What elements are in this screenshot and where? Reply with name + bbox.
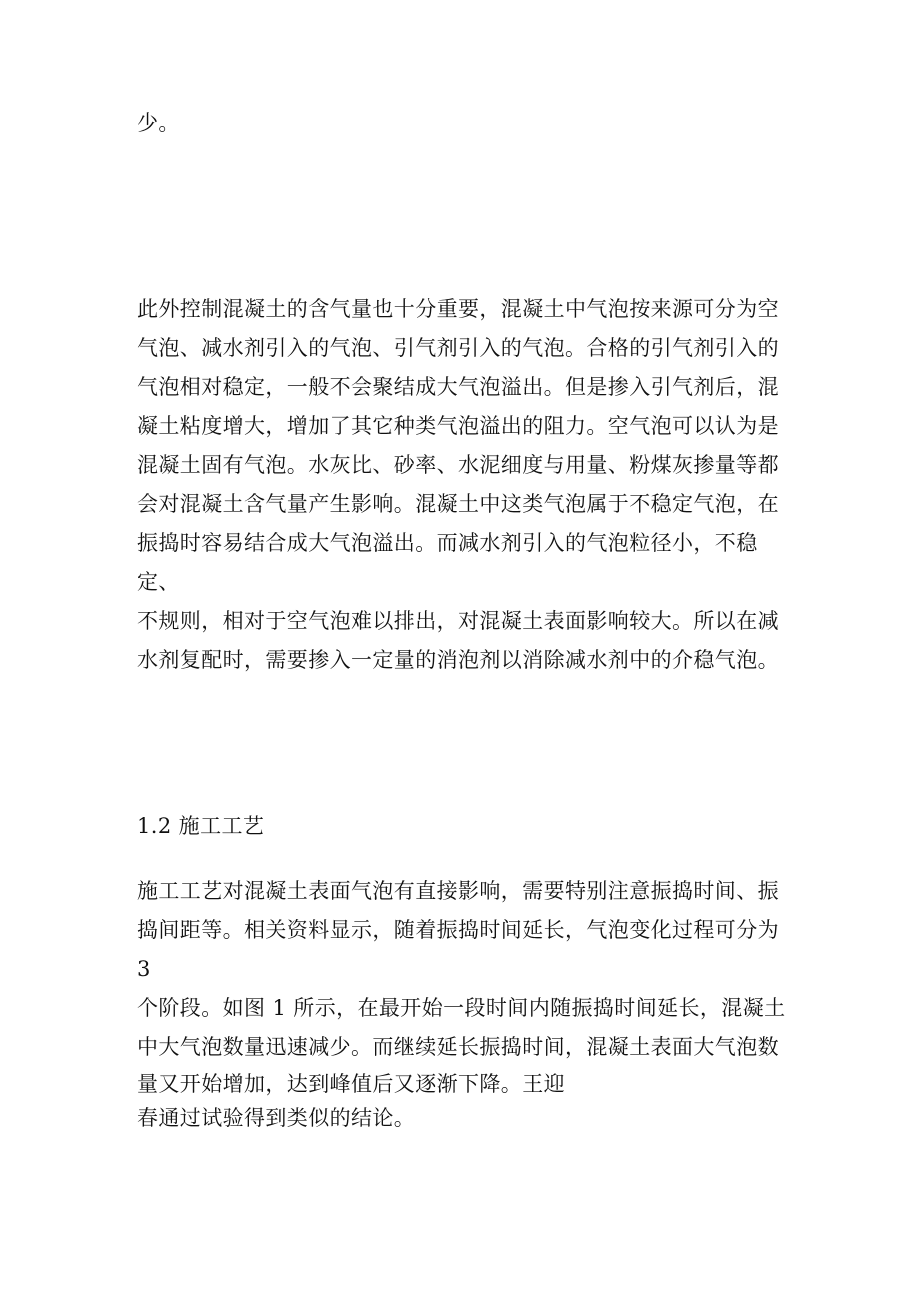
paragraph-fragment: 少。	[137, 111, 180, 135]
paragraph-air-content: 此外控制混凝土的含气量也十分重要，混凝土中气泡按来源可分为空 气泡、减水剂引入的气泡、引气剂引入的气泡。合格的引气剂引入的 气泡相对稳定，一般不会聚结成大气泡溢出。但是掺入引气剂后，混 凝土粘度增大，增加了其它种类气泡溢出的阻力。空气泡可以认为是 混凝土固有气泡。水灰比、砂率、水泥细度与用量、粉煤灰掺量等都 会对混凝土含气量产生影响。混凝土中这类气泡属于不稳定气泡，在 振捣时容易结合成大气泡溢出。而减水剂引入的气泡粒径小，不稳定、 不规则，相对于空气泡难以排出，对混凝土表面影响较大。所以在减 水剂复配时，需要掺入一定量的消泡剂以消除减水剂中的介稳气泡。	[137, 297, 779, 672]
paragraph-tail-line: 春通过试验得到类似的结论。	[137, 1106, 416, 1130]
paragraph-tail-line: 量又开始增加，达到峰值后又逐渐下降。王迎	[137, 1072, 565, 1096]
paragraph-body: 施工工艺对混凝土表面气泡有直接影响，需要特别注意振捣时间、振 捣间距等。相关资料显示，随着振捣时间延长，气泡变化过程可分为 3 个阶段。如图 1 所示，在最开始一段时间内随振捣时间延长，混凝土 中大气泡数量迅速减少。而继续延长振捣时间，混凝土表面大气泡数	[137, 879, 786, 1059]
paragraph-construction-process	[137, 872, 797, 1135]
section-heading: 1.2 施工工艺	[137, 814, 265, 838]
